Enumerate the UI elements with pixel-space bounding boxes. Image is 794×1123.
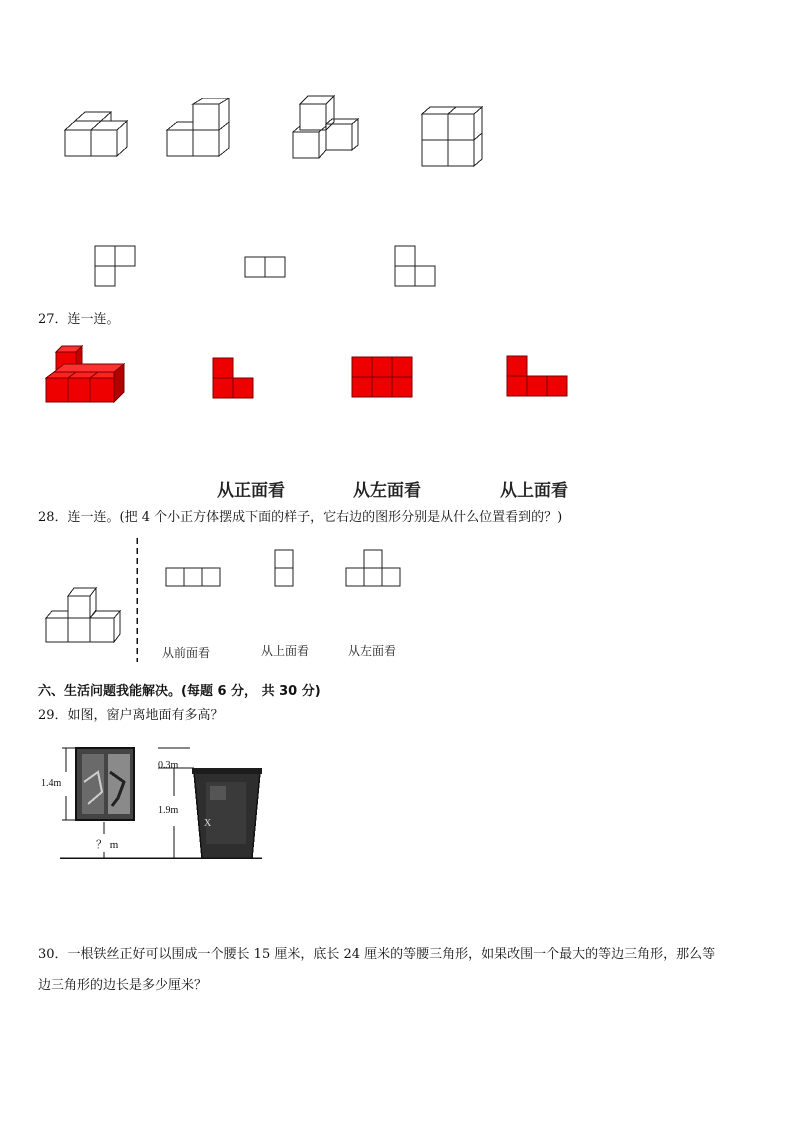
svg-text:X: X <box>204 818 212 829</box>
window-cabinet-diagram <box>38 742 264 866</box>
view-row-of-three <box>164 566 224 588</box>
red-view-shape-3 <box>505 354 569 398</box>
question-29: 29．如图，窗户离地面有多高？ <box>38 708 224 723</box>
solid-figure-1 <box>60 110 130 162</box>
question-30-line-1: 30．一根铁丝正好可以围成一个腰长 15 厘米，底长 24 厘米的等腰三角形，如果改围一个最大的等边三角形，那么等 <box>38 947 716 962</box>
red-view-shape-1 <box>211 356 257 400</box>
label-unknown-height: ？ m <box>96 836 118 852</box>
view-label-left-small: 从左面看 <box>348 644 397 658</box>
view-shape-3 <box>392 244 438 288</box>
dashed-divider <box>134 538 140 662</box>
solid-figure-2 <box>162 98 234 162</box>
four-cube-solid <box>42 584 126 646</box>
solid-figure-4 <box>418 104 486 170</box>
view-t-shape <box>344 548 404 588</box>
label-window-height: 1.4m <box>41 778 62 789</box>
red-solid-figure <box>44 344 128 406</box>
question-27: 27．连一连。 <box>38 312 120 327</box>
view-shape-1 <box>92 244 138 288</box>
red-view-shape-2 <box>350 355 414 399</box>
question-30-line-2: 边三角形的边长是多少厘米？ <box>38 978 208 993</box>
view-label-top: 从上面看 <box>500 481 568 501</box>
label-gap: 0.3m <box>158 760 179 771</box>
view-label-front-small: 从前面看 <box>162 646 211 660</box>
solid-figure-3 <box>288 92 364 164</box>
view-label-left: 从左面看 <box>353 481 421 501</box>
view-label-front: 从正面看 <box>217 481 285 501</box>
question-28: 28．连一连。(把 4 个小正方体摆成下面的样子，它右边的图形分别是从什么位置看到的？) <box>38 510 563 525</box>
label-cabinet-height: 1.9m <box>158 805 179 816</box>
view-shape-2 <box>242 254 288 280</box>
view-label-top-small: 从上面看 <box>261 644 310 658</box>
section-6-heading: 六、生活问题我能解决。(每题 6 分， 共 30 分) <box>38 684 321 699</box>
view-column-of-two <box>273 548 297 588</box>
